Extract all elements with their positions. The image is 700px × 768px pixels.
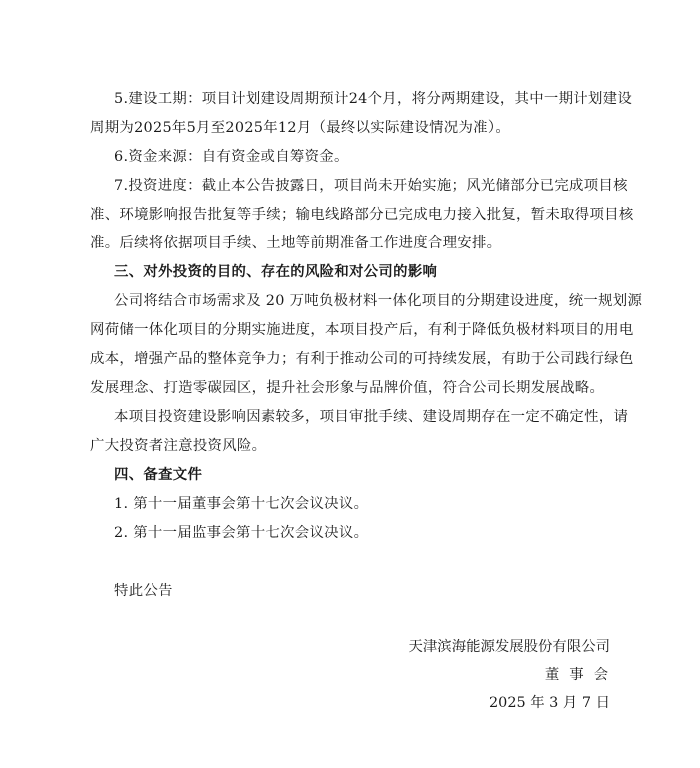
signature-board: 董事会 <box>544 667 618 683</box>
paragraph-7-line-3: 准。后续将依据项目手续、土地等前期准备工作进度合理安排。 <box>90 235 502 251</box>
section-4-heading: 四、备查文件 <box>114 466 203 483</box>
reference-item-2: 2. 第十一届监事会第十七次会议决议。 <box>114 525 369 541</box>
signature-company: 天津滨海能源发展股份有限公司 <box>408 639 610 655</box>
paragraph-5-line-1: 5.建设工期：项目计划建设周期预计24个月，将分两期建设，其中一期计划建设 <box>114 91 633 107</box>
section-3-para-1-line-4: 发展理念、打造零碳园区，提升社会形象与品牌价值，符合公司长期发展战略。 <box>90 380 605 396</box>
section-3-para-1-line-1: 公司将结合市场需求及 20 万吨负极材料一体化项目的分期建设进度，统一规划源 <box>114 293 643 309</box>
paragraph-7-line-1: 7.投资进度：截止本公告披露日，项目尚未开始实施；风光储部分已完成项目核 <box>114 178 628 194</box>
paragraph-7-line-2: 准、环境影响报告批复等手续；输电线路部分已完成电力接入批复，暂未取得项目核 <box>90 207 634 223</box>
reference-item-1: 1. 第十一届董事会第十七次会议决议。 <box>114 496 369 512</box>
signature-date: 2025 年 3 月 7 日 <box>489 695 610 711</box>
paragraph-6-line-1: 6.资金来源：自有资金或自筹资金。 <box>114 149 349 165</box>
section-3-heading: 三、对外投资的目的、存在的风险和对公司的影响 <box>114 263 438 280</box>
section-3-para-1-line-3: 成本，增强产品的整体竞争力；有利于推动公司的可持续发展，有助于公司践行绿色 <box>90 351 634 367</box>
section-3-para-1-line-2: 网荷储一体化项目的分期实施进度，本项目投产后，有利于降低负极材料项目的用电 <box>90 322 634 338</box>
paragraph-5-line-2: 周期为2025年5月至2025年12月（最终以实际建设情况为准）。 <box>90 120 511 136</box>
section-3-para-2-line-1: 本项目投资建设影响因素较多，项目审批手续、建设周期存在一定不确定性，请 <box>114 409 629 425</box>
section-3-para-2-line-2: 广大投资者注意投资风险。 <box>90 438 267 454</box>
closing-text: 特此公告 <box>114 583 173 599</box>
